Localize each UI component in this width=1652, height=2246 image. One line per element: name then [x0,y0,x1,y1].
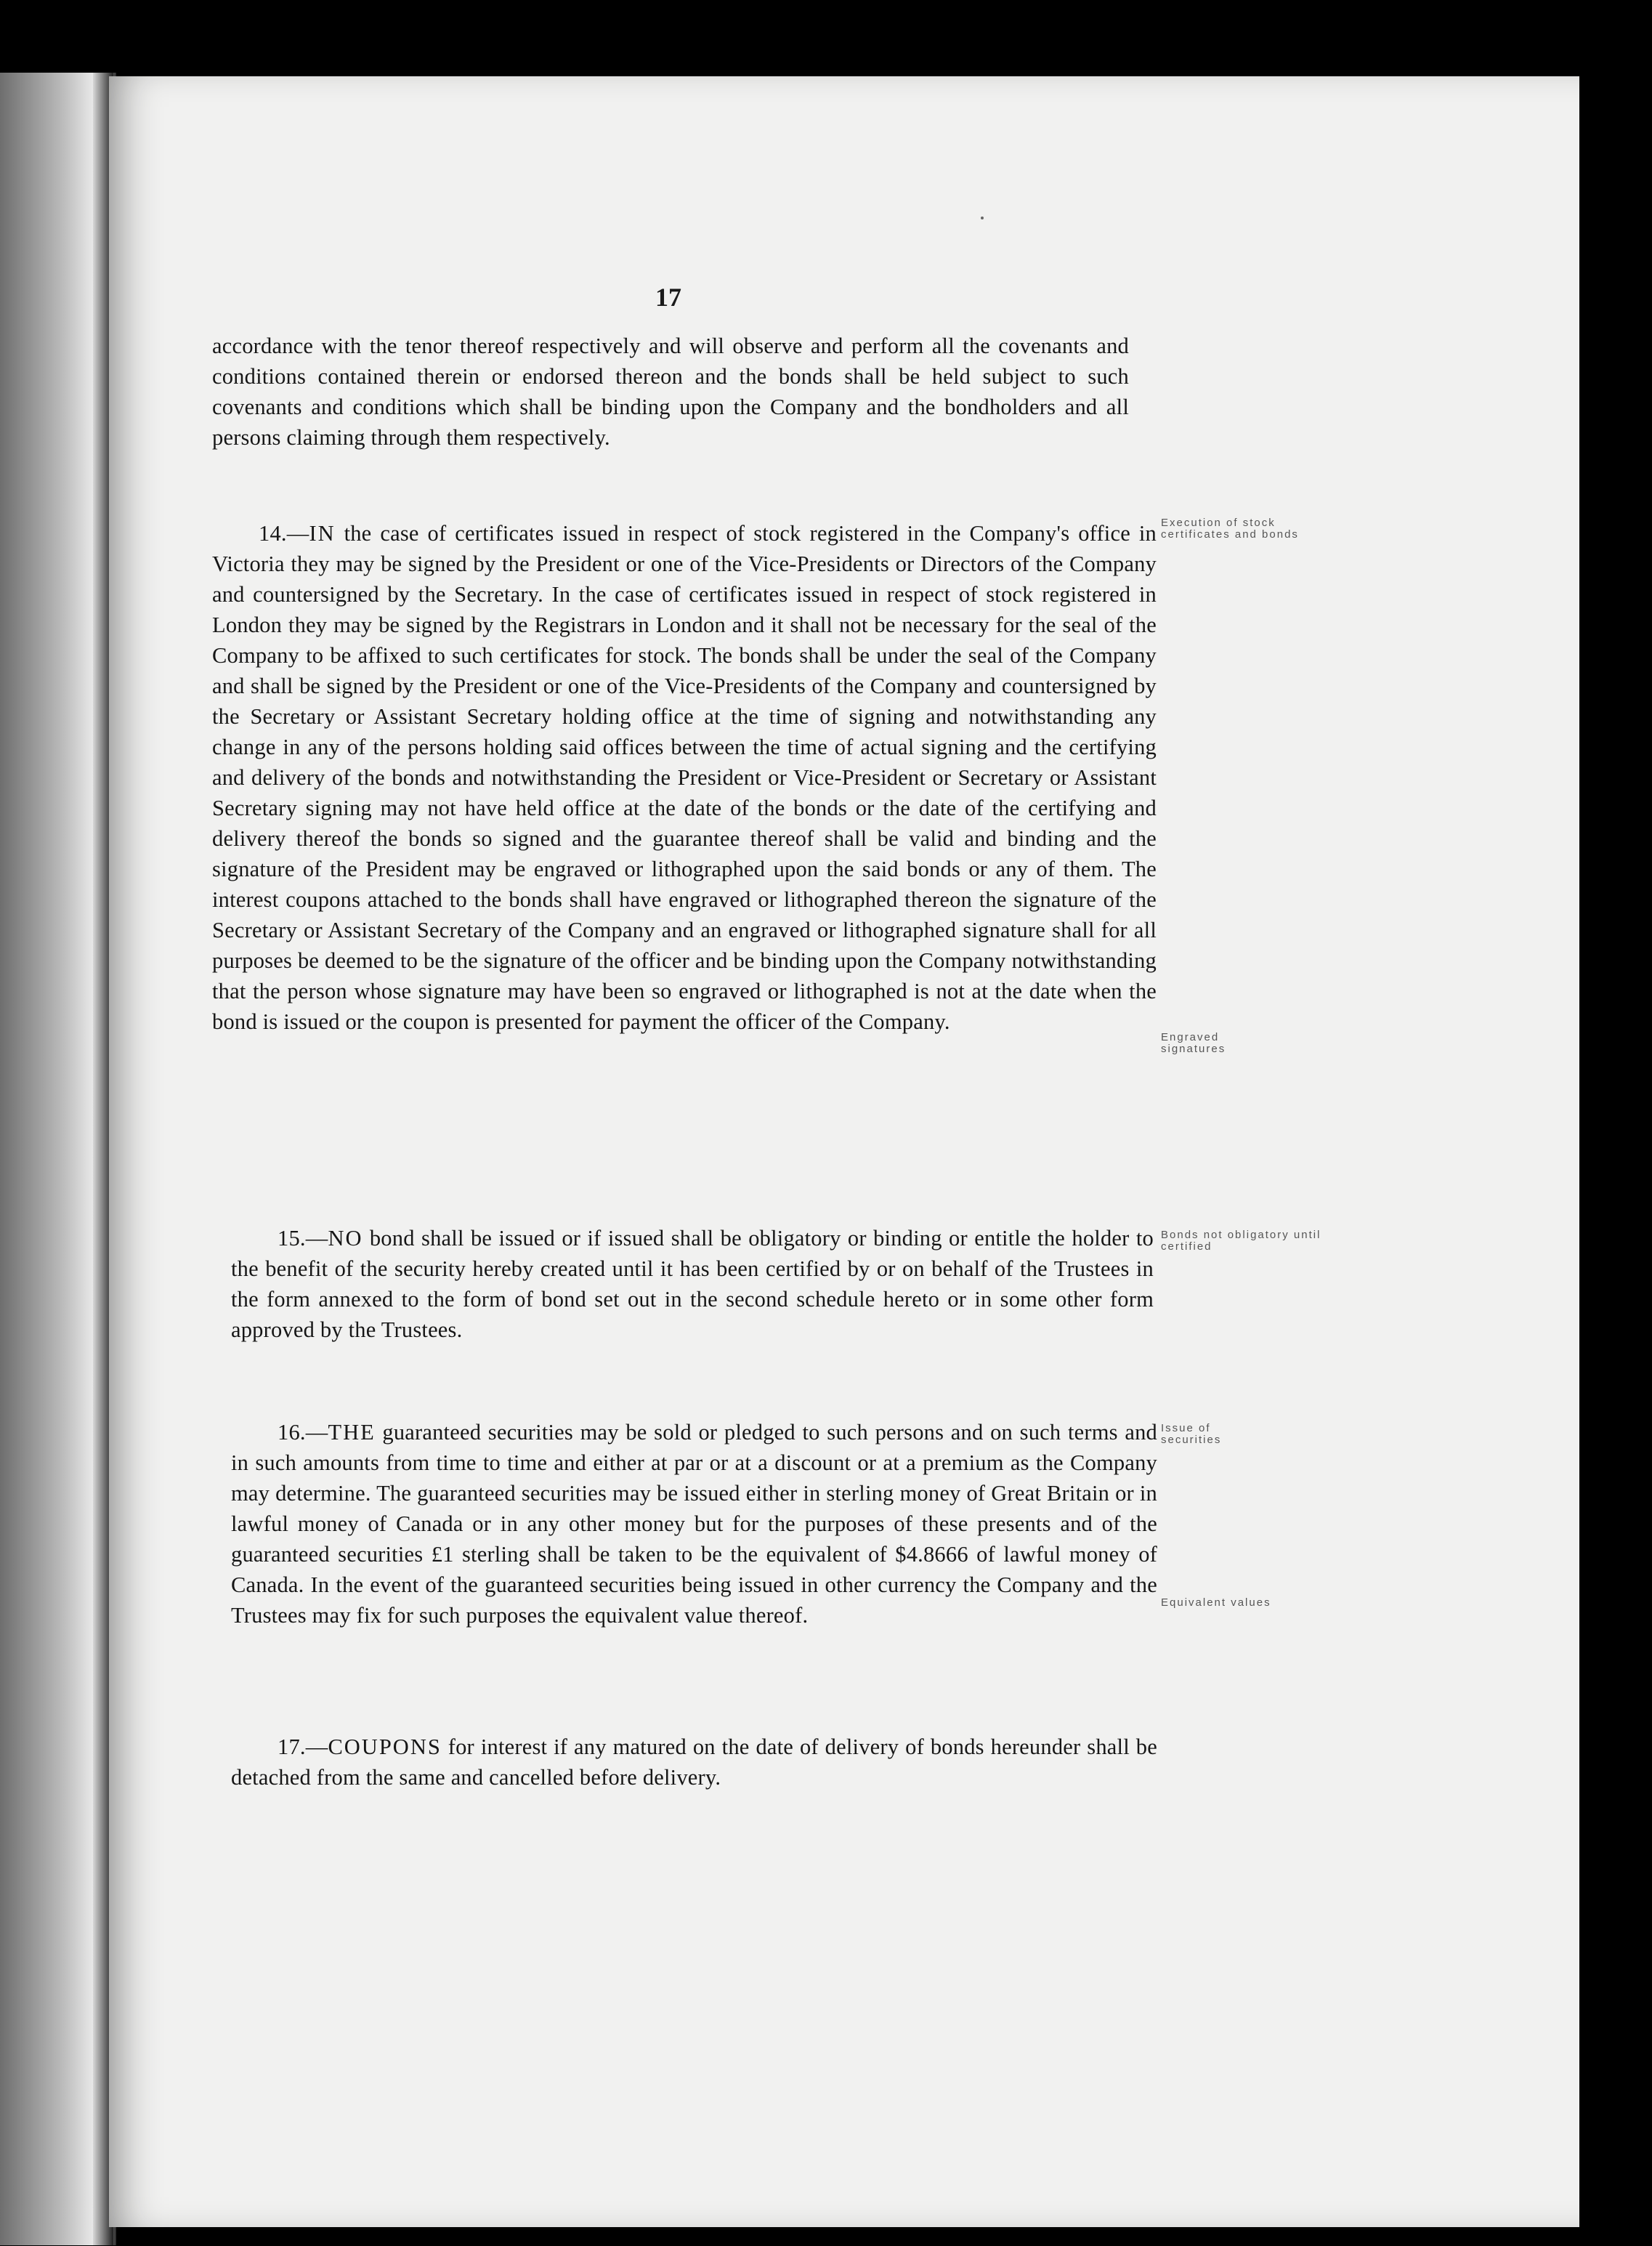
margin-note-equivalent: Equivalent values [1161,1596,1271,1609]
section-16-number: 16. [278,1420,306,1445]
section-17-lead: COUPONS [328,1734,442,1759]
section-14: 14.—IN the case of certificates issued in respect of stock registered in the Company's office in Victoria they may be signed by the President or one of the Vice-Presidents or Directors of the Company and countersigned by the Secretary. In the case of certificates issued in respect of stock registered in London they may be signed by the Registrars in London and it shall not be necessary for the seal of the Company to be affixed to such certificates for stock. The bonds shall be under the seal of the Company and shall be signed by the President or one of the Vice-Presidents of the Company and countersigned by the Secretary or Assistant Secretary holding office at the time of signing and notwithstanding any change in any of the persons holding said offices between the time of actual signing and the certifying and delivery of the bonds and notwithstanding the President or Vice-President or Secretary or Assistant Secretary signing may not have held office at the date of the bonds or the date of the certifying and delivery thereof the bonds so signed and the guarantee thereof shall be valid and binding and the signature of the President may be engraved or lithographed upon the said bonds or any of them. The interest coupons attached to the bonds shall have engraved or lithographed thereon the signature of the Secretary or Assistant Secretary of the Company and an engraved or lithographed signature shall for all purposes be deemed to be the signature of the officer and be binding upon the Company notwithstanding that the person whose signature may have been so engraved or lithographed is not at the date when the bond is issued or the coupon is presented for payment the officer of the Company. [212,521,1157,1034]
section-15: 15.—NO bond shall be issued or if issued shall be obligatory or binding or entitle the holder to the benefit of the security hereby created until it has been certified by or on behalf of the Trustees in the form annexed to the form of bond set out in the second schedule hereto or in some other form approved by the Trustees. [231,1226,1154,1342]
section-15-lead: NO [328,1226,363,1251]
section-14-text: the case of certificates issued in respect of stock registered in the Company's office in Victoria they may be signed by the President or one of the Vice-Presidents or Directors of the Company and countersigned by the Secretary. In the case of certificates issued in respect of stock registered in London they may be signed by the Registrars in London and it shall not be necessary for the seal of the Company to be affixed to such certificates for stock. The bonds shall be under the seal of the Company and shall be signed by the President or one of the Vice-Presidents of the Company and countersigned by the Secretary or Assistant Secretary holding office at the time of signing and notwithstanding any change in any of the persons holding said offices between the time of actual signing and the certifying and delivery of the bonds and notwithstanding the President or Vice-President or Secretary or Assistant Secretary signing may not have held office at the date of the bonds or the date of the certifying and delivery thereof the bonds so signed and the guarantee thereof shall be valid and binding and the signature of the President may be engraved or lithographed upon the said bonds or any of them. The interest coupons attached to the bonds shall have engraved or lithographed thereon the signature of the Secretary or Assistant Secretary of the Company and an engraved or lithographed signature shall for all purposes be deemed to be the signature of the officer and be binding upon the Company notwithstanding that the person whose signature may have been so engraved or lithographed is not at the date when the bond is issued or the coupon is presented for payment the officer of the Company. [212,521,1157,1034]
margin-note-engraved: Engraved signatures [1161,1031,1226,1055]
continuation-paragraph: accordance with the tenor thereof respectively and will observe and perform all the covenants and conditions contained therein or endorsed thereon and the bonds shall be held subject to such covenants and conditions which shall be binding upon the Company and the bondholders and all persons claiming through them respectively. [212,334,1129,450]
margin-note-issue: Issue of securities [1161,1422,1222,1446]
section-16-lead: THE [328,1420,376,1445]
section-15-text: bond shall be issued or if issued shall be obligatory or binding or entitle the holder to the benefit of the security hereby created until it has been certified by or on behalf of the Trustees in the form annexed to the form of bond set out in the second schedule hereto or in some other form approved by the Trustees. [231,1226,1154,1342]
page-number: 17 [655,283,681,312]
margin-note-execution: Execution of stock certificates and bonds [1161,517,1299,541]
section-17-text: for interest if any matured on the date of delivery of bonds hereunder shall be detached from the same and cancelled before delivery. [231,1734,1157,1790]
section-16-text: guaranteed securities may be sold or pledged to such persons and on such terms and in such amounts from time to time and either at par or at a discount or at a premium as the Company may determine. The guaranteed securities may be issued either in sterling money of Great Britain or in lawful money of Canada or in any other money but for the purposes of these presents and of the guaranteed securities £1 sterling shall be taken to be the equivalent of $4.8666 of lawful money of Canada. In the event of the guaranteed securities being issued in other currency the Company and the Trustees may fix for such purposes the equivalent value thereof. [231,1420,1157,1628]
section-17-number: 17. [278,1734,306,1759]
section-17: 17.—COUPONS for interest if any matured on the date of delivery of bonds hereunder shall be detached from the same and cancelled before delivery. [231,1734,1157,1790]
section-14-lead: IN [309,521,336,546]
section-14-number: 14. [259,521,287,546]
page-speck [981,217,984,219]
section-16: 16.—THE guaranteed securities may be sold or pledged to such persons and on such terms and in such amounts from time to time and either at par or at a discount or at a premium as the Company may determine. The guaranteed securities may be issued either in sterling money of Great Britain or in lawful money of Canada or in any other money but for the purposes of these presents and of the guaranteed securities £1 sterling shall be taken to be the equivalent of $4.8666 of lawful money of Canada. In the event of the guaranteed securities being issued in other currency the Company and the Trustees may fix for such purposes the equivalent value thereof. [231,1420,1157,1628]
section-15-number: 15. [278,1226,306,1251]
margin-note-not-obligatory: Bonds not obligatory until certified [1161,1229,1321,1253]
